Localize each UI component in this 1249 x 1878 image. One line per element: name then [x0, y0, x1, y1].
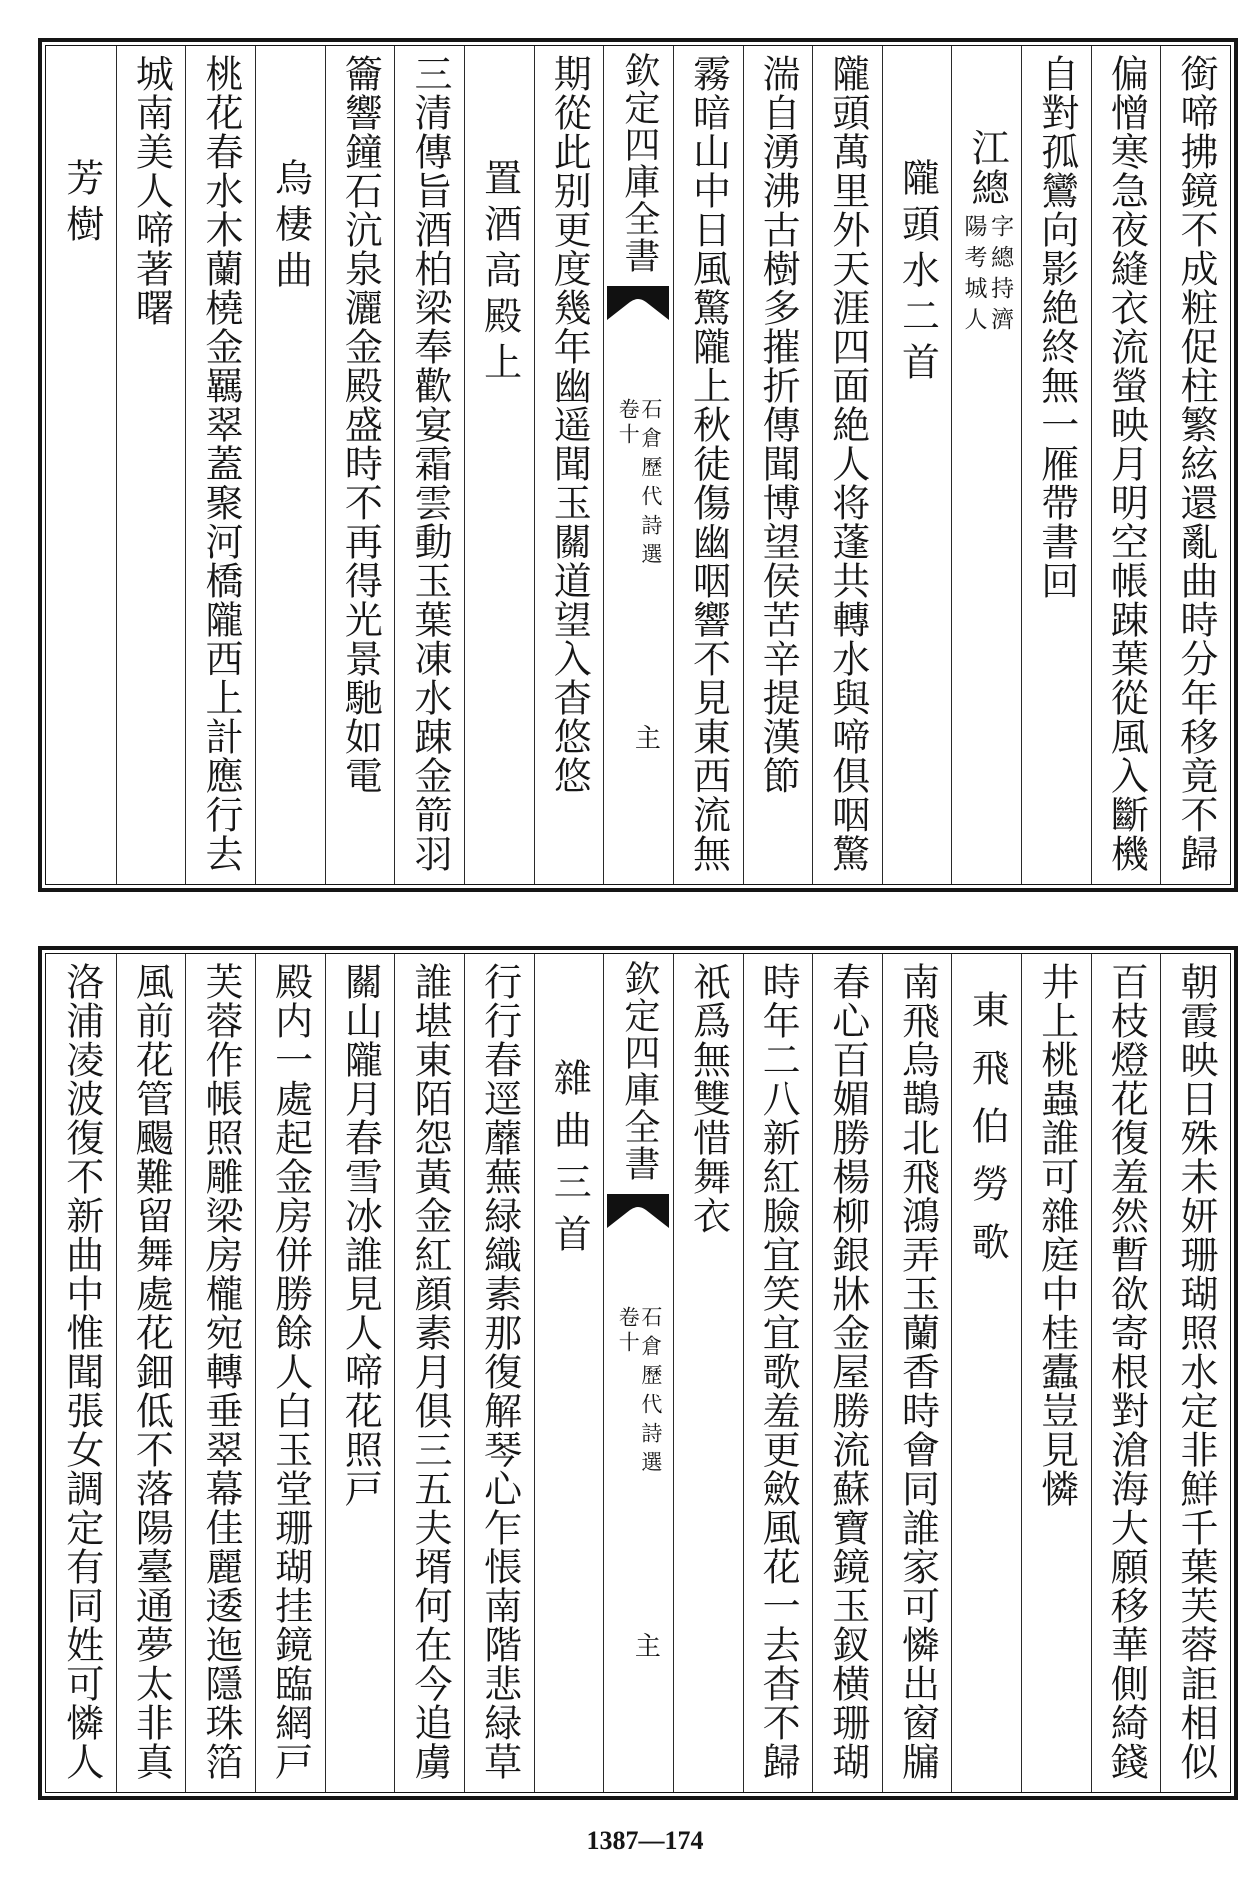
page-number: 1387—174	[586, 1826, 704, 1855]
author-name: 江總	[965, 128, 1010, 208]
text-column: 湍自湧沸古樹多摧折傳聞博望侯苦辛提漢節	[743, 46, 813, 884]
author-note-right: 字總持濟	[987, 214, 1014, 338]
text-column: 時年二八新紅臉宜笑宜歌羞更斂風花一去杳不歸	[743, 954, 813, 1792]
text-column: 桃花春水木蘭橈金羈翠蓋聚河橋隴西上計應行去	[185, 46, 255, 884]
text-column: 銜啼拂鏡不成粧促柱繁絃還亂曲時分年移竟不歸	[1160, 46, 1230, 884]
collection-title: 欽定四庫全書	[618, 52, 660, 274]
text-column: 春心百媚勝楊柳銀牀金屋勝流蘇寶鏡玉釵横珊瑚	[812, 954, 882, 1792]
collection-title: 欽定四庫全書	[618, 960, 660, 1182]
text-column: 城南美人啼著曙	[116, 46, 186, 884]
text-column: 南飛烏鵲北飛鴻弄玉蘭香時會同誰家可憐出窗牖	[882, 954, 952, 1792]
author-note-left: 陽考城人	[960, 214, 987, 338]
text-column: 井上桃蟲誰可雜庭中桂蠹豈見憐	[1021, 954, 1091, 1792]
text-column: 籥響鐘石沆泉灑金殿盛時不再得光景馳如電	[325, 46, 395, 884]
folio-number: 主	[634, 1632, 661, 1662]
poem-title: 隴頭水二首	[882, 46, 952, 884]
text-column: 祇爲無雙惜舞衣	[673, 954, 743, 1792]
text-column: 朝霞映日殊未妍珊瑚照水定非鮮千葉芙蓉詎相似	[1160, 954, 1230, 1792]
poem-title: 烏棲曲	[255, 46, 325, 884]
folio-number: 主	[634, 724, 661, 754]
fish-tail-mark	[607, 1194, 669, 1230]
volume-label: 卷十	[616, 1306, 641, 1356]
text-column: 霧暗山中日風驚隴上秋徒傷幽咽響不見東西流無	[673, 46, 743, 884]
poem-title: 芳樹	[59, 158, 104, 250]
text-column: 行行春逕蘼蕪緑織素那復解琴心乍悵南階悲緑草	[464, 954, 534, 1792]
text-column: 隴頭萬里外天涯四面絶人将蓬共轉水與啼俱咽驚	[812, 46, 882, 884]
book-title: 石倉歷代詩選	[638, 1306, 663, 1480]
book-title: 石倉歷代詩選	[638, 398, 663, 572]
text-column: 三清傳旨酒柏梁奉歡宴霜雲動玉葉凍水踈金箭羽	[394, 46, 464, 884]
poem-title: 東飛伯勞歌	[951, 954, 1021, 1792]
bottom-page-frame	[38, 946, 1238, 1800]
poem-title: 雜曲三首	[534, 954, 604, 1792]
top-page-frame	[38, 38, 1238, 892]
text-column: 殿内一處起金房併勝餘人白玉堂珊瑚挂鏡臨網戸	[255, 954, 325, 1792]
banner-column	[603, 954, 673, 1792]
text-column: 自對孤鸞向影絶終無一雁帶書回	[1021, 46, 1091, 884]
text-column: 期從此别更度幾年幽遥聞玉關道望入杳悠悠	[534, 46, 604, 884]
poem-title: 置酒高殿上	[464, 46, 534, 884]
text-column: 關山隴月春雪冰誰見人啼花照戸	[325, 954, 395, 1792]
text-column: 百枝燈花復羞然暫欲寄根對滄海大願移華側綺錢	[1091, 954, 1161, 1792]
text-column: 偏憎寒急夜縫衣流螢映月明空帳踈葉從風入斷機	[1091, 46, 1161, 884]
top-page-columns	[45, 45, 1231, 885]
volume-label: 卷十	[616, 398, 641, 448]
text-column: 風前花管颺難留舞處花鈿低不落陽臺通夢太非真	[116, 954, 186, 1792]
text-column: 芙蓉作帳照雕梁房櫳宛轉垂翠幕佳麗逶迤隱珠箔	[185, 954, 255, 1792]
bottom-page-columns	[45, 953, 1231, 1793]
banner-column	[603, 46, 673, 884]
fish-tail-mark	[607, 286, 669, 322]
text-column: 洛浦凌波復不新曲中惟聞張女調定有同姓可憐人	[59, 962, 104, 1781]
text-column: 誰堪東陌怨黃金紅顔素月俱三五夫壻何在今追虜	[394, 954, 464, 1792]
author-column	[951, 46, 1021, 884]
